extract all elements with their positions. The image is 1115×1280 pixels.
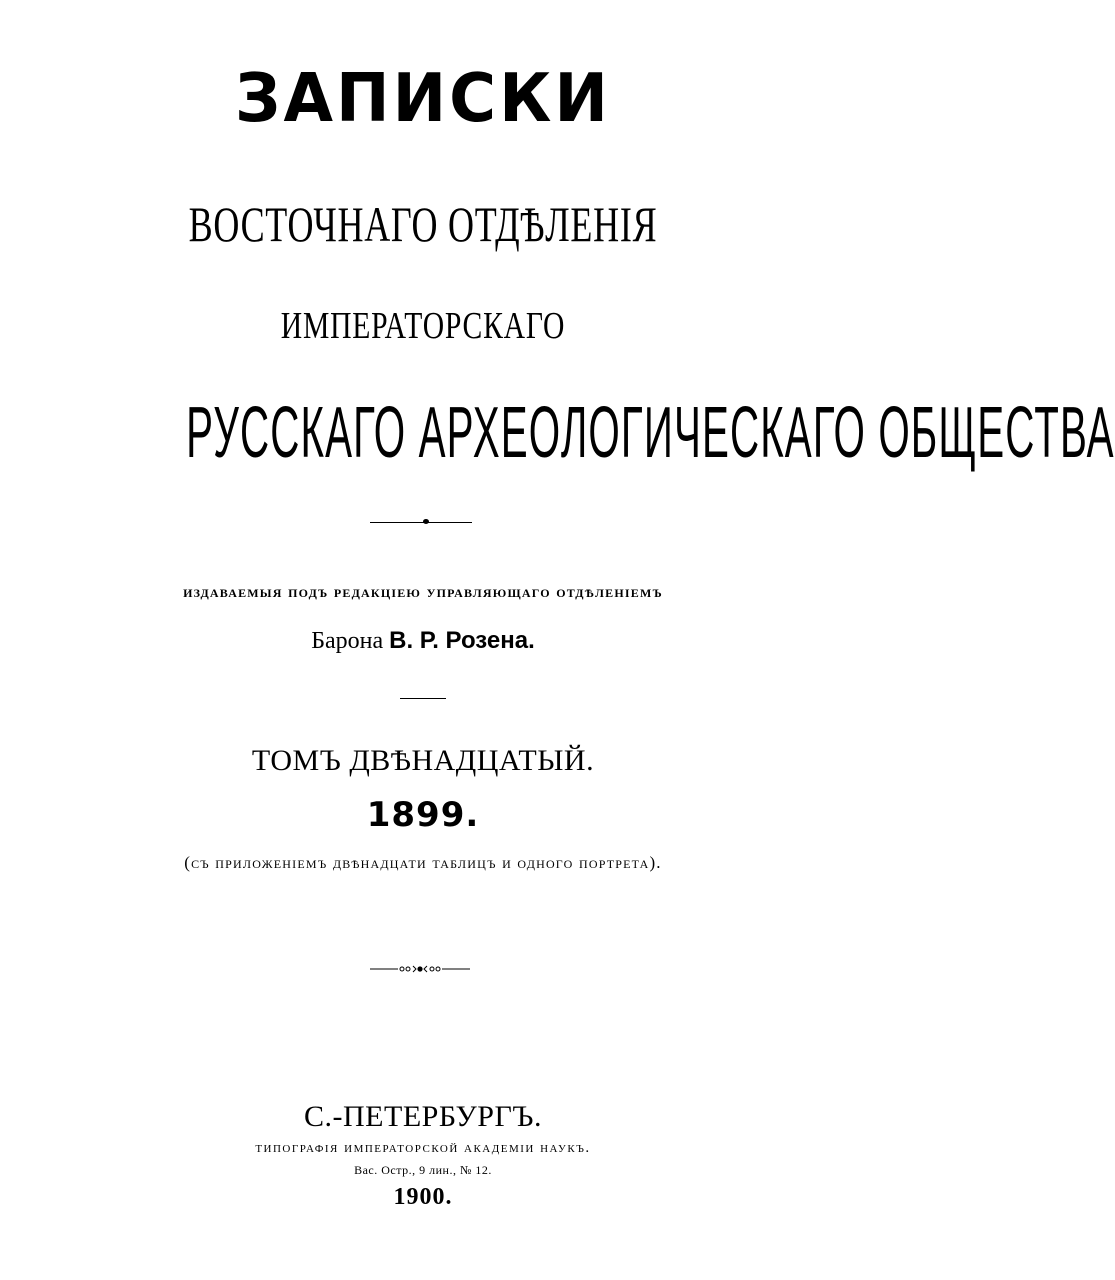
imprint-year: 1900.: [393, 1184, 453, 1210]
subtitle-imperial: ИМПЕРАТОРСКАГО: [280, 305, 566, 347]
editor-prefix: Барона: [311, 628, 390, 654]
imprint-address: Вас. Остр., 9 лин., № 12.: [354, 1163, 492, 1177]
volume-label: ТОМЪ ДВѢНАДЦАТЫЙ.: [251, 744, 595, 777]
appendix-note: (съ приложеніемъ двѣнадцати таблицъ и одного портрета).: [184, 853, 662, 872]
editor-name: В. Р. Розена.: [389, 627, 535, 654]
ornament-divider: [370, 963, 470, 975]
subtitle-eastern-branch: ВОСТОЧНАГО ОТДѢЛЕНІЯ: [188, 196, 658, 252]
volume-year: 1899.: [366, 795, 480, 835]
separator-dot: [423, 519, 429, 524]
separator-rule: [370, 522, 472, 523]
editorial-line: издаваемыя подъ редакціею управляющаго отдѣленіемъ: [183, 582, 663, 601]
imprint-printer: типографія императорской академіи наукъ.: [255, 1140, 591, 1156]
short-rule: [400, 698, 446, 699]
imprint-city: С.-ПЕТЕРБУРГЪ.: [304, 1100, 542, 1133]
subtitle-society: РУССКАГО АРХЕОЛОГИЧЕСКАГО ОБЩЕСТВА: [186, 393, 1115, 473]
main-title: ЗАПИСКИ: [235, 60, 611, 138]
editor-name-line: [0, 627, 846, 655]
